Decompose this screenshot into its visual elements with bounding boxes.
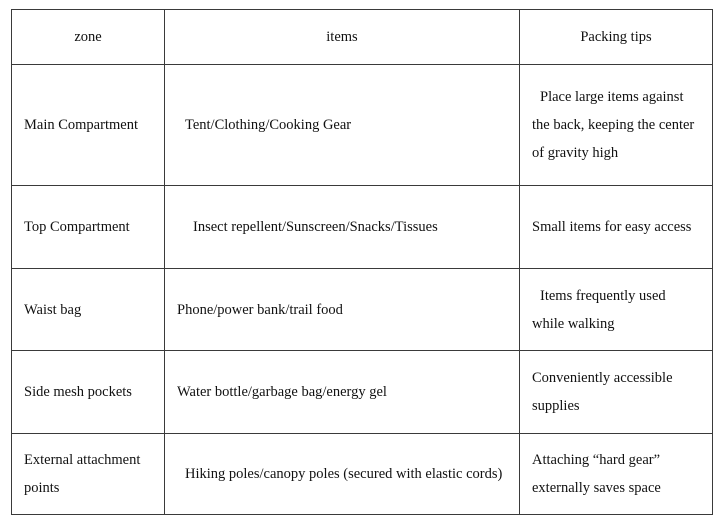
zone-cell: External attachment points (12, 434, 165, 515)
packing-table (11, 9, 713, 515)
items-cell: Insect repellent/Sunscreen/Snacks/Tissues (165, 186, 520, 269)
tips-cell: Items frequently used while walking (520, 269, 713, 351)
table-row (12, 269, 713, 351)
table-row (12, 434, 713, 515)
zone-cell: Side mesh pockets (12, 351, 165, 434)
tips-cell: Conveniently accessible supplies (520, 351, 713, 434)
zone-cell: Waist bag (12, 269, 165, 351)
header-packing-tips: Packing tips (520, 10, 713, 65)
table-row (12, 351, 713, 434)
header-items: items (165, 10, 520, 65)
table-row (12, 186, 713, 269)
items-cell: Water bottle/garbage bag/energy gel (165, 351, 520, 434)
table-row (12, 65, 713, 186)
tips-cell: Attaching “hard gear” externally saves space (520, 434, 713, 515)
items-cell: Phone/power bank/trail food (165, 269, 520, 351)
items-cell: Tent/Clothing/Cooking Gear (165, 65, 520, 186)
zone-cell: Main Compartment (12, 65, 165, 186)
items-cell: Hiking poles/canopy poles (secured with elastic cords) (165, 434, 520, 515)
header-zone: zone (12, 10, 165, 65)
tips-cell: Small items for easy access (520, 186, 713, 269)
table-header-row (12, 10, 713, 65)
tips-cell: Place large items against the back, keeping the center of gravity high (520, 65, 713, 186)
zone-cell: Top Compartment (12, 186, 165, 269)
